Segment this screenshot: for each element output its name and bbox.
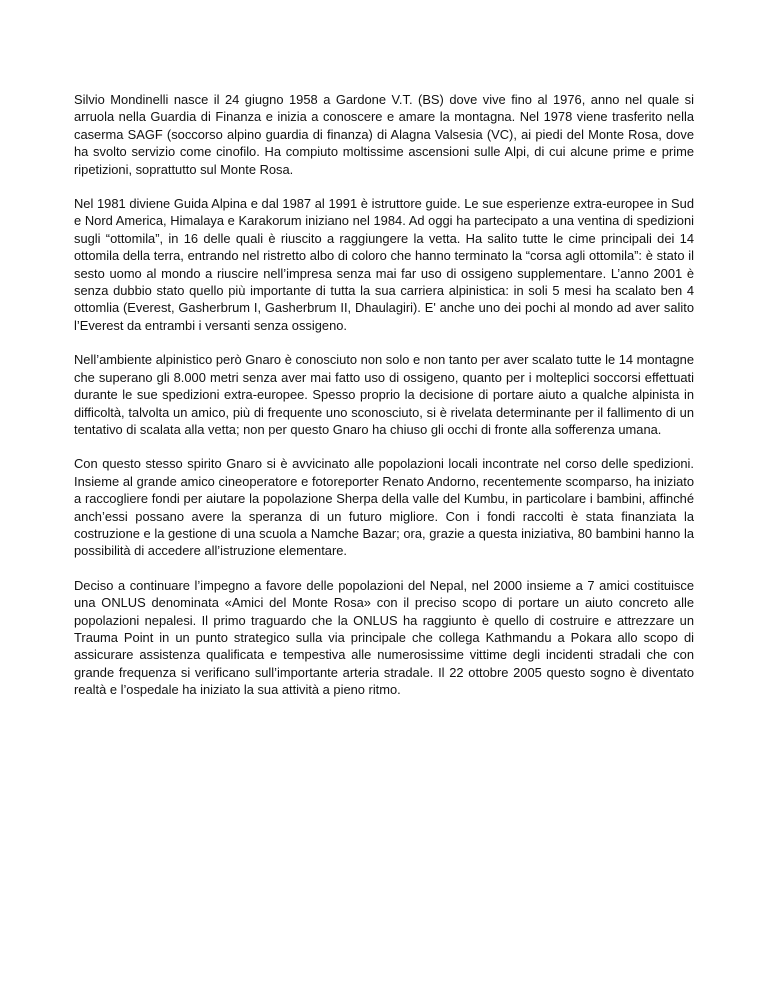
- paragraph-rescues: Nell’ambiente alpinistico però Gnaro è conosciuto non solo e non tanto per aver scalato tutte le 14 montagne che superano gli 8.000 metri senza aver mai fatto uso di ossigeno, quanto per i molteplici soccorsi effettuati durante le sue spedizioni extra-europee. Spesso proprio la decisione di portare aiuto a qualche alpinista in difficoltà, talvolta un amico, più di frequente uno sconosciuto, si è rivelata determinante per il fallimento di un tentativo di scalata alla vetta; non per questo Gnaro ha chiuso gli occhi di fronte alla sofferenza umana.: [74, 352, 694, 437]
- paragraph-early-life: Silvio Mondinelli nasce il 24 giugno 1958 a Gardone V.T. (BS) dove vive fino al 1976, anno nel quale si arruola nella Guardia di Finanza e inizia a conoscere e amare la montagna. Nel 1978 viene trasferito nella caserma SAGF (soccorso alpino guardia di finanza) di Alagna Valsesia (VC), ai piedi del Monte Rosa, dove ha svolto servizio come cinofilo. Ha compiuto moltissime ascensioni sulle Alpi, di cui alcune prime e prime ripetizioni, soprattutto sul Monte Rosa.: [74, 92, 694, 177]
- document-body: [74, 91, 694, 716]
- paragraph-onlus-trauma-point: Deciso a continuare l’impegno a favore delle popolazioni del Nepal, nel 2000 insieme a 7 amici costituisce una ONLUS denominata «Amici del Monte Rosa» con il preciso scopo di portare un aiuto concreto alle popolazioni nepalesi. Il primo traguardo che la ONLUS ha raggiunto è quello di costruire e attrezzare un Trauma Point in un punto strategico sulla via principale che collega Kathmandu a Pokara allo scopo di assicurare assistenza qualificata e tempestiva alle numerosissime vittime degli incidenti stradali che con grande frequenza si verificano sull’importante arteria stradale. Il 22 ottobre 2005 questo sogno è diventato realtà e l’ospedale ha iniziato la sua attività a pieno ritmo.: [74, 577, 694, 698]
- paragraph-sherpa-school: Con questo stesso spirito Gnaro si è avvicinato alle popolazioni locali incontrate nel corso delle spedizioni. Insieme al grande amico cineoperatore e fotoreporter Renato Andorno, recentemente scomparso, ha iniziato a raccogliere fondi per aiutare la popolazione Sherpa della valle del Kumbu, in particolare i bambini, affinché anch’essi possano avere la speranza di un futuro migliore. Con i fondi raccolti è stata finanziata la costruzione e la gestione di una scuola a Namche Bazar; ora, grazie a questa iniziativa, 80 bambini hanno la possibilità di accedere all’istruzione elementare.: [74, 456, 694, 559]
- paragraph-mountaineering-career: Nel 1981 diviene Guida Alpina e dal 1987 al 1991 è istruttore guide. Le sue esperienze extra-europee in Sud e Nord America, Himalaya e Karakorum iniziano nel 1984. Ad oggi ha partecipato a una ventina di spedizioni sugli “ottomila”, in 16 delle quali è riuscito a raggiungere la vetta. Ha salito tutte le cime principali dei 14 ottomila della terra, entrando nel ristretto albo di coloro che hanno terminato la “corsa agli ottomila”: è stato il sesto uomo al mondo a riuscire nell’impresa senza mai far uso di ossigeno supplementare. L’anno 2001 è senza dubbio stato quello più importante di tutta la sua carriera alpinistica: in soli 5 mesi ha scalato ben 4 ottomlia (Everest, Gasherbrum I, Gasherbrum II, Dhaulagiri). E' anche uno dei pochi al mondo ad aver salito l’Everest da entrambi i versanti senza ossigeno.: [74, 196, 694, 333]
